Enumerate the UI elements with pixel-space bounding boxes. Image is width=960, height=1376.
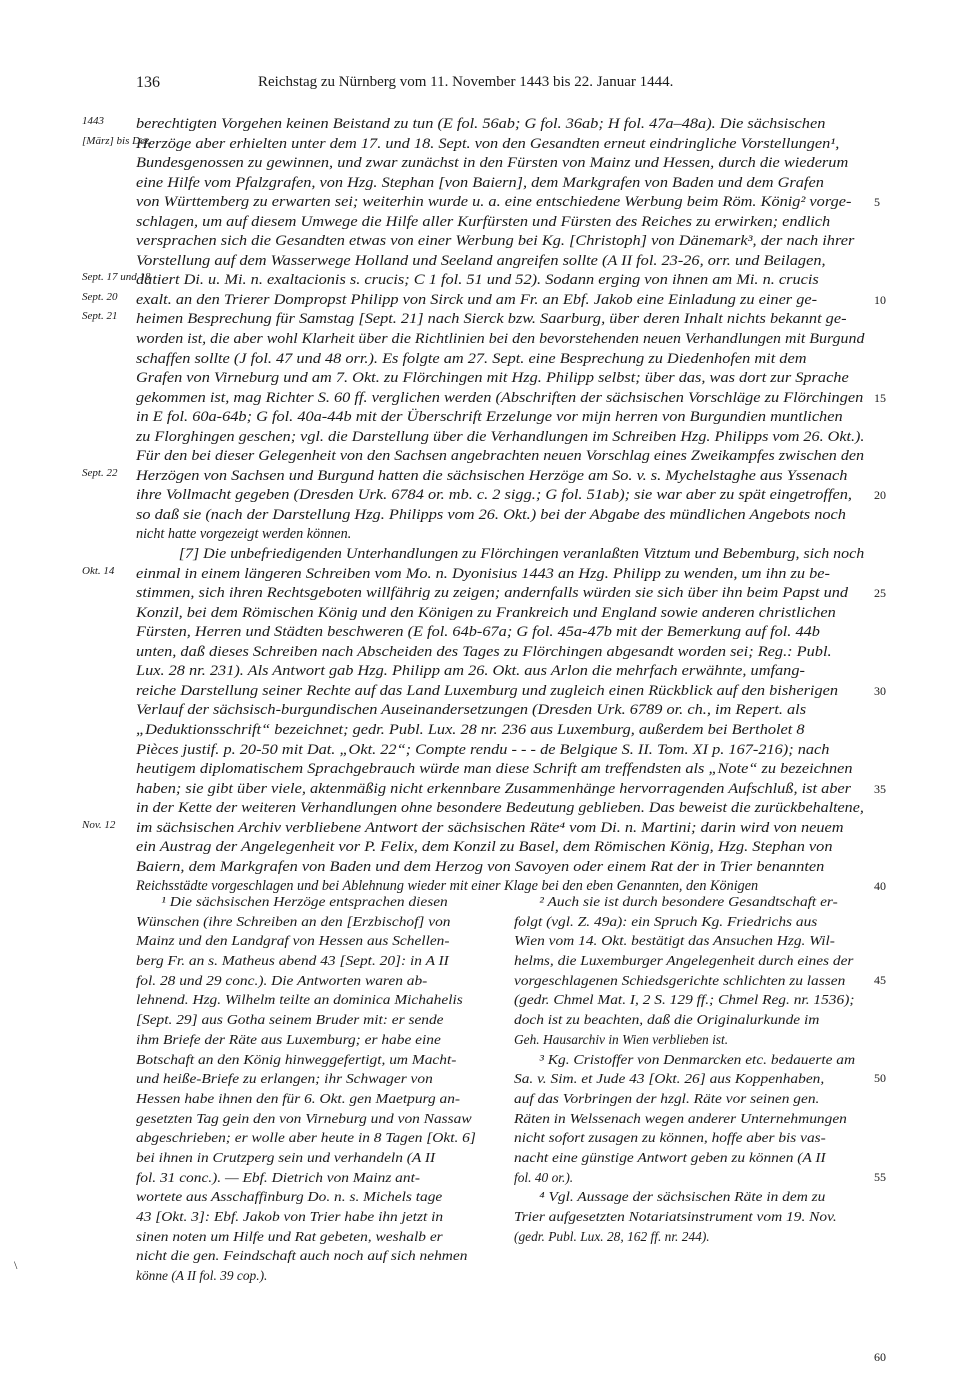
text-line xyxy=(82,290,886,311)
text-line xyxy=(136,951,494,971)
line-text: Konzil, bei dem Römischen König und den Königen zu Frankreich und England sowie anderen christlichen xyxy=(136,604,836,621)
line-text: Reichsstädte vorgeschlagen und bei Ablehnung wieder mit einer Klage bei den eben Genannten, den Königen xyxy=(136,878,759,895)
margin-date: Sept. 22 xyxy=(82,466,118,479)
text-line xyxy=(514,1030,866,1050)
text-line xyxy=(82,310,866,330)
text-line xyxy=(136,990,494,1010)
text-line xyxy=(136,213,866,233)
text-line xyxy=(136,780,886,800)
text-line xyxy=(136,330,866,350)
line-text: wortete aus Asschaffinburg Do. n. s. Michels tage xyxy=(136,1189,443,1205)
margin-date: Sept. 17 und 18 xyxy=(82,271,151,284)
line-text: nicht die gen. Feindschaft auch noch auf sich nehmen xyxy=(136,1248,468,1264)
text-line xyxy=(514,1050,866,1070)
line-number: 40 xyxy=(874,879,886,894)
text-line xyxy=(136,931,494,951)
text-line xyxy=(136,389,886,409)
line-text: Für den bei dieser Gelegenheit von den Sachsen angebrachten neuen Vorschlag eines Zweikampfes zwischen den xyxy=(136,448,865,465)
line-text: Geh. Hausarchiv in Wien verblieben ist. xyxy=(514,1031,729,1047)
line-text: zu Florghingen geschen; vgl. die Darstellung über die Verhandlungen im Schreiben Hzg. Philipps vom 26. Okt.). xyxy=(136,428,865,445)
line-text: helms, die Luxemburger Angelegenheit durch eines der xyxy=(514,953,854,969)
line-text: ² Auch sie ist durch besondere Gesandtschaft er- xyxy=(539,894,838,909)
text-line xyxy=(136,1227,494,1247)
text-line xyxy=(514,1187,866,1207)
text-line xyxy=(136,662,866,682)
text-line xyxy=(136,858,866,878)
line-text: könne (A II fol. 39 cop.). xyxy=(136,1268,268,1284)
text-line xyxy=(136,1266,494,1286)
text-line xyxy=(136,584,886,604)
line-number: 15 xyxy=(874,390,886,405)
line-text: Herzögen von Sachsen und Burgund hatten die sächsischen Herzöge am So. v. s. Mychelstaghe aus Yssenach xyxy=(136,467,848,484)
line-text: Baiern, dem Markgrafen von Baden und dem Herzog von Savoyen oder einem Rat der in Trier benannten xyxy=(136,858,825,875)
line-text: Hessen habe ihnen den für 6. Okt. gen Maetpurg an- xyxy=(136,1090,461,1106)
stray-mark: \ xyxy=(14,1258,18,1272)
line-text: Verlauf der sächsisch-burgundischen Auseinandersetzungen (Dresden Urk. 6789 or. ch., im Repert. als xyxy=(136,702,807,719)
line-text: Herzöge aber erhielten unter dem 17. und 18. Sept. von den Gesandten erneut eindringliche Vorstellungen¹, xyxy=(136,135,840,152)
line-number: 25 xyxy=(874,586,886,601)
text-line xyxy=(136,154,866,174)
line-text: ihm Briefe der Räte aus Luxemburg; er habe eine xyxy=(136,1031,441,1047)
line-text: ein Austrag der Angelegenheit vor P. Felix, dem Konzil zu Basel, dem Römischen König, Hzg. Stephan von xyxy=(136,839,833,856)
line-text: berechtigten Vorgehen keinen Beistand zu tun (E fol. 56ab; G fol. 36ab; H fol. 47a–48a). Die sächsischen xyxy=(136,116,826,132)
line-text: sinen noten um Hilfe und Rat gebeten, weshalb er xyxy=(136,1228,443,1244)
line-text: gekommen ist, mag Richter S. 60 ff. verglichen werden (Abschriften der sächsischen Vorschläge zu Flörchingen xyxy=(136,389,864,406)
line-number: 20 xyxy=(874,488,886,503)
text-line xyxy=(136,838,866,858)
text-line xyxy=(514,1227,866,1247)
text-line xyxy=(514,990,866,1010)
main-text xyxy=(82,115,886,897)
margin-date: Sept. 20 xyxy=(82,290,118,303)
footnotes-right-column xyxy=(514,892,886,1246)
line-text: in E fol. 60a-64b; G fol. 40a-44b mit der Überschrift Erzelunge vor mijn herren von Burgundien muntlichen xyxy=(136,409,843,426)
line-text: exalt. an den Trierer Dompropst Philipp von Sirck und am Fr. an Ebf. Jakob eine Einladung zu einer ge- xyxy=(136,291,818,308)
line-text: Vorstellung auf dem Wasserwege Holland und Seeland angreifen sollte (A II fol. 23-26, orr. und Beilagen, xyxy=(136,252,826,269)
line-text: nicht sofort zusagen zu können, hoffe aber bis vas- xyxy=(514,1130,826,1146)
text-line xyxy=(136,799,866,819)
line-text: Bundesgenossen zu gewinnen, und zwar zunächst in den Fürsten von Mainz und Hessen, durch die wiederum xyxy=(136,155,849,172)
text-line xyxy=(136,1187,494,1207)
line-text: bei ihnen in Crutzperg sein und verhandeln (A II xyxy=(136,1149,436,1165)
margin-date: Sept. 21 xyxy=(82,310,118,323)
text-line xyxy=(514,912,866,932)
line-text: im sächsischen Archiv verbliebene Antwort der sächsischen Räte⁴ vom Di. n. Martini; darin wird von neuem xyxy=(136,819,844,836)
margin-date: Nov. 12 xyxy=(82,818,116,831)
line-text: Sa. v. Sim. et Jude 43 [Okt. 26] aus Koppenhaben, xyxy=(514,1071,825,1087)
text-line xyxy=(136,892,494,912)
text-line xyxy=(136,1030,494,1050)
line-text: von Württemberg zu erwarten sei; weiterhin wurde u. a. eine entschiedene Werbung beim Röm. König² vorge- xyxy=(136,194,852,211)
line-text: fol. 31 conc.). — Ebf. Dietrich von Mainz ant- xyxy=(136,1169,420,1185)
text-line xyxy=(136,1109,494,1129)
running-title: Reichstag zu Nürnberg vom 11. November 1443 bis 22. Januar 1444. xyxy=(258,74,674,90)
text-line xyxy=(82,564,866,585)
text-line xyxy=(136,232,866,252)
text-line xyxy=(136,1069,494,1089)
line-text: gesetzten Tag gein den von Virneburg und von Nassaw xyxy=(136,1110,472,1126)
line-text: Lux. 28 nr. 231). Als Antwort gab Hzg. Philipp am 26. Okt. aus Arlon die mehrfach erwähnte, umfang- xyxy=(136,663,805,680)
page-number: 136 xyxy=(136,74,160,91)
line-text: reiche Darstellung seiner Rechte auf das Land Luxemburg und zugleich einen Rückblick auf den bisherigen xyxy=(136,682,839,699)
text-line xyxy=(136,701,866,721)
line-text: nacht eine günstige Antwort geben zu können (A II xyxy=(514,1149,826,1165)
text-line xyxy=(136,506,866,526)
text-line xyxy=(136,408,866,428)
line-text: fol. 40 or.). xyxy=(514,1169,574,1185)
line-text: worden ist, die aber wohl Klarheit über die Richtlinien bei den bevorstehenden neuen Verhandlungen mit Burgund xyxy=(136,331,865,348)
text-line xyxy=(82,115,866,135)
line-text: [7] Die unbefriedigenden Unterhandlungen zu Flörchingen veranlaßten Vitztum und Bebemburg, sich noch xyxy=(178,546,865,563)
line-text: abgeschrieben; er wolle aber heute in 8 Tagen [Okt. 6] xyxy=(136,1130,476,1146)
line-text: folgt (vgl. Z. 49a): ein Spruch Kg. Friedrichs aus xyxy=(514,913,818,929)
line-text: (gedr. Publ. Lux. 28, 162 ff. nr. 244). xyxy=(514,1228,710,1244)
line-text: doch ist zu beachten, daß die Originalurkunde im xyxy=(514,1012,820,1028)
line-text: in der Kette der weiteren Verhandlungen ohne besondere Bedeutung geblieben. Das beweist die zurückbehaltene, xyxy=(136,800,864,817)
line-text: ⁴ Vgl. Aussage der sächsischen Räte in dem zu xyxy=(539,1189,826,1205)
line-number: 35 xyxy=(874,781,886,796)
text-line xyxy=(514,1168,886,1188)
line-number: 30 xyxy=(874,683,886,698)
line-number-60: 60 xyxy=(874,1350,886,1364)
text-line xyxy=(514,1207,866,1227)
line-text: haben; sie gibt über viele, aktenmäßig nicht erkennbare Zusammenhänge hervorragenden Aufschluß, ist aber xyxy=(136,780,852,797)
line-text: und heiße-Briefe zu erlangen; ihr Schwager von xyxy=(136,1071,433,1087)
text-line xyxy=(136,971,494,991)
line-text: Wünschen (ihre Schreiben an den [Erzbischof] von xyxy=(136,913,451,929)
text-line xyxy=(514,1148,866,1168)
line-text: Grafen von Virneburg und am 7. Okt. zu Flörchingen mit Hzg. Philipp selbst; über das, was dort zur Sprache xyxy=(136,370,849,387)
text-line xyxy=(136,369,866,389)
line-text: so daß sie (nach der Darstellung Hzg. Philipps vom 26. Okt.) bei der Abgabe des mündlichen Angebots noch xyxy=(136,506,846,523)
margin-date: [März] bis Dez. xyxy=(82,134,152,147)
text-line xyxy=(136,174,866,194)
text-line xyxy=(136,486,886,506)
line-text: auf das Vorbringen der hzgl. Räte vor seinen gen. xyxy=(514,1090,820,1106)
line-text: Wien vom 14. Okt. bestätigt das Ansuchen Hzg. Wil- xyxy=(514,933,835,949)
text-line xyxy=(136,1010,494,1030)
line-text: Räten in Welssenach wegen anderer Unternehmungen xyxy=(514,1110,847,1126)
text-line xyxy=(514,931,866,951)
line-text: (gedr. Chmel Mat. I, 2 S. 129 ff.; Chmel Reg. nr. 1536); xyxy=(514,992,855,1008)
text-line xyxy=(136,741,866,761)
line-text: Fürsten, Herren und Städten beschweren (E fol. 64b-67a; G fol. 45a-47b mit der Bemerkung auf fol. 44b xyxy=(136,624,820,641)
line-text: Botschaft an den König hinweggefertigt, um Macht- xyxy=(136,1051,457,1067)
text-line xyxy=(136,1246,494,1266)
text-line xyxy=(136,623,866,643)
line-text: berg Fr. an s. Matheus abend 43 [Sept. 20]: in A II xyxy=(136,953,449,969)
line-number: 5 xyxy=(874,195,880,210)
text-line xyxy=(136,760,866,780)
text-line xyxy=(136,604,866,624)
text-line xyxy=(514,892,866,912)
text-line xyxy=(136,912,494,932)
line-text: schlagen, um auf diesem Umwege die Hilfe aller Kurfürsten und Fürsten des Reiches zu erwirken; endlich xyxy=(136,213,831,230)
text-line xyxy=(514,1128,866,1148)
line-text: schaffen sollte (J fol. 47 und 48 orr.). Es folgte am 27. Sept. eine Besprechung zu Diedenhofen mit dem xyxy=(136,350,807,367)
line-text: Pièces justif. p. 20-50 mit Dat. „Okt. 22“; Compte rendu - - - de Belgique S. II. Tom. XI p. 167-216); nach xyxy=(136,741,830,758)
text-line xyxy=(82,271,866,291)
line-text: einmal in einem längeren Schreiben vom Mo. n. Dyonisius 1443 an Hzg. Philipp zu wenden, um ihn zu be- xyxy=(136,565,830,582)
text-line xyxy=(136,428,866,448)
line-text: ³ Kg. Cristoffer von Denmarcken etc. bedauerte am xyxy=(539,1051,856,1067)
text-line xyxy=(136,682,886,702)
margin-date: 1443 xyxy=(82,115,104,127)
text-line xyxy=(136,643,866,663)
text-line xyxy=(136,1168,494,1188)
line-text: nicht hatte vorgezeigt werden können. xyxy=(136,526,352,543)
line-number: 55 xyxy=(874,1169,886,1184)
text-line xyxy=(136,1207,494,1227)
footnotes-left-column xyxy=(136,892,494,1286)
text-line xyxy=(514,1010,866,1030)
text-line xyxy=(136,545,866,565)
line-text: stimmen, sich ihren Rechtsgeboten willfährig zu zeigen; andernfalls würden sie sich über ihn beim Papst und xyxy=(136,585,849,602)
text-line xyxy=(136,1128,494,1148)
line-text: heimen Besprechung für Samstag [Sept. 21] nach Sierck bzw. Saarburg, über deren Inhalt nichts bekannt ge- xyxy=(136,311,847,328)
text-line xyxy=(514,1089,866,1109)
line-text: Mainz und den Landgraf von Hessen aus Schellen- xyxy=(136,933,450,949)
line-number: 50 xyxy=(874,1071,886,1086)
line-text: vorgeschlagenen Schiedsgerichte schlichten zu lassen xyxy=(514,972,846,988)
line-text: ¹ Die sächsischen Herzöge entsprachen diesen xyxy=(161,894,448,909)
line-text: eine Hilfe vom Pfalzgrafen, von Hzg. Stephan [von Baiern], dem Markgrafen von Baden und dem Grafen xyxy=(136,174,824,191)
text-line xyxy=(514,951,866,971)
page-header xyxy=(136,74,866,94)
text-line xyxy=(82,466,866,487)
text-line xyxy=(136,193,880,213)
line-text: unten, daß dieses Schreiben nach Abscheiden des Tages zu Flörchingen abgesandt worden sei; Reg.: Publ. xyxy=(136,643,832,660)
text-line xyxy=(136,252,866,272)
text-line xyxy=(136,525,866,545)
line-text: 43 [Okt. 3]: Ebf. Jakob von Trier habe ihn jetzt in xyxy=(136,1209,444,1224)
text-line xyxy=(136,1148,494,1168)
line-text: lehnend. Hzg. Wilhelm teilte an dominica Michahelis xyxy=(136,992,463,1008)
line-text: versprachen sich die Gesandten etwas von einer Werbung bei Kg. [Christoph] von Dänemark³, der nach ihrer xyxy=(136,233,855,250)
text-line xyxy=(136,350,866,370)
text-line xyxy=(514,1109,866,1129)
text-line xyxy=(136,447,866,467)
line-text: „Deduktionsschrift“ bezeichnet; gedr. Publ. Lux. 28 nr. 236 aus Luxemburg, außerdem bei Bertholet 8 xyxy=(136,721,805,738)
text-line xyxy=(514,971,886,991)
text-line xyxy=(136,721,866,741)
text-line xyxy=(82,818,866,839)
line-number: 45 xyxy=(874,972,886,987)
text-line xyxy=(82,134,866,155)
line-text: [Sept. 29] aus Gotha seinem Bruder mit: er sende xyxy=(136,1012,444,1028)
line-text: fol. 28 und 29 conc.). Die Antworten waren ab- xyxy=(136,972,428,988)
margin-date: Okt. 14 xyxy=(82,564,115,577)
text-line xyxy=(514,1069,886,1089)
line-number: 10 xyxy=(874,292,886,307)
line-text: heutigem diplomatischem Sprachgebrauch würde man diese Schrift am treffendsten als „Note“ zu bezeichnen xyxy=(136,761,853,778)
text-line xyxy=(136,1050,494,1070)
line-text: datiert Di. u. Mi. n. exaltacionis s. crucis; C 1 fol. 51 und 52). Sodann erging von ihnen am Mi. n. crucis xyxy=(136,272,819,289)
line-text: ihre Vollmacht gegeben (Dresden Urk. 6784 or. mb. c. 2 sigg.; G fol. 51ab); sie war aber zu spät eingetroffen, xyxy=(136,487,852,504)
line-text: Trier aufgesetzten Notariatsinstrument vom 19. Nov. xyxy=(514,1209,837,1224)
text-line xyxy=(136,1089,494,1109)
